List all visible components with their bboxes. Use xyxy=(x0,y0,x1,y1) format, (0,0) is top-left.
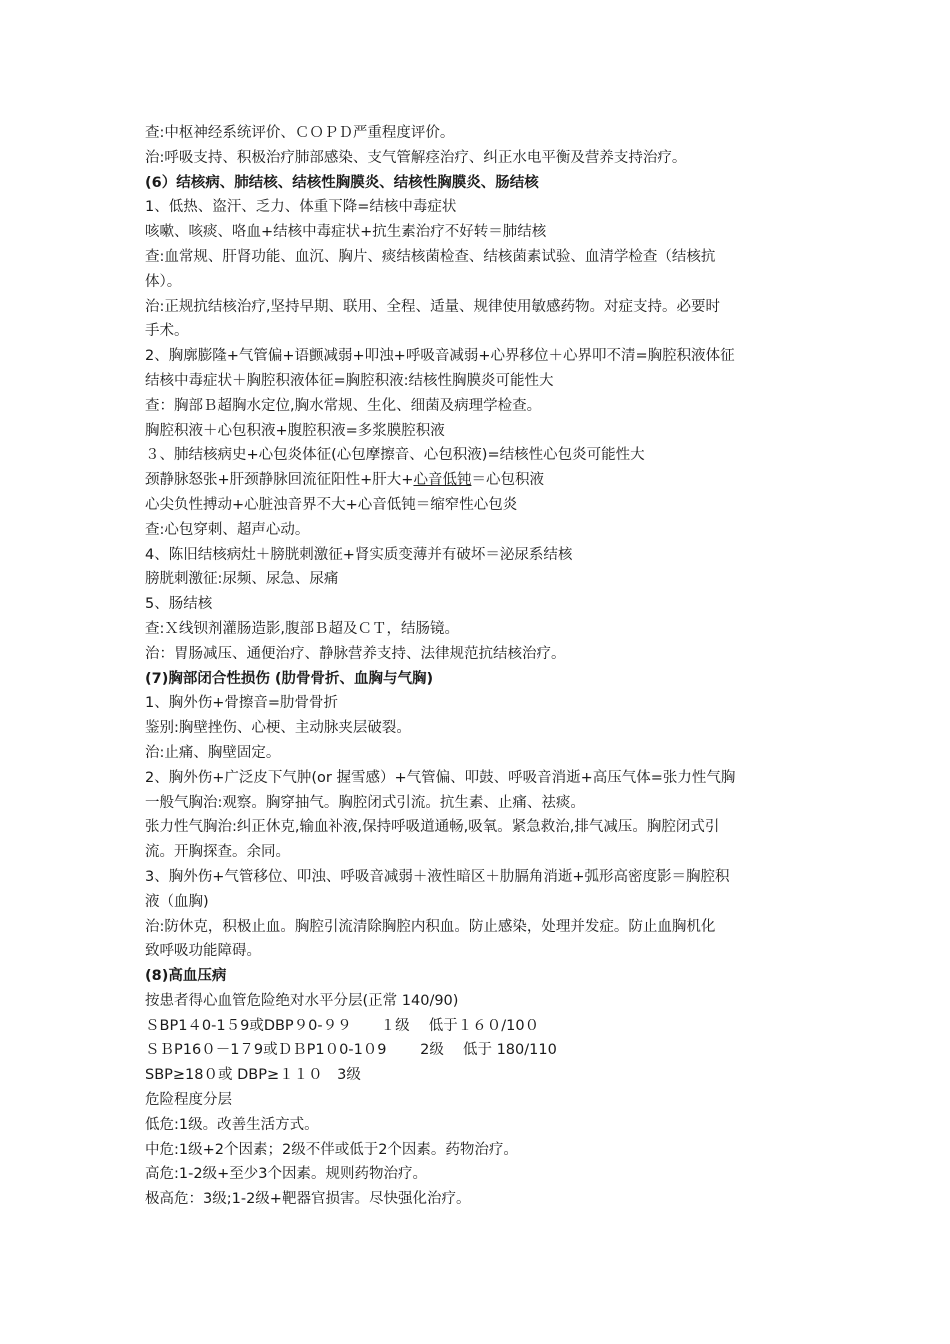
text-line: 体）。 xyxy=(145,273,182,290)
text-line: 一般气胸治:观察。胸穿抽气。胸腔闭式引流。抗生素、止痛、祛痰。 xyxy=(145,794,585,811)
text-line: 心尖负性搏动+心脏浊音界不大+心音低钝＝缩窄性心包炎 xyxy=(145,496,518,513)
text-line: 高危:1-2级+至少3个因素。规则药物治疗。 xyxy=(145,1166,427,1183)
text-segment: 颈静脉怒张+肝颈静脉回流征阳性+肝大+ xyxy=(145,472,414,489)
text-line: 按患者得心血管危险绝对水平分层(正常 140/90) xyxy=(145,992,459,1009)
text-line xyxy=(145,468,815,493)
text-line: 查:心包穿刺、超声心动。 xyxy=(145,521,310,538)
text-line: 治:呼吸支持、积极治疗肺部感染、支气管解痉治疗、纠正水电平衡及营养支持治疗。 xyxy=(145,149,687,166)
text-line: 流。开胸探查。余同。 xyxy=(145,844,290,861)
text-line: 查：胸部Ｂ超胸水定位,胸水常规、生化、细菌及病理学检查。 xyxy=(145,397,542,414)
section-heading: (6）结核病、肺结核、结核性胸膜炎、结核性胸膜炎、肠结核 xyxy=(145,174,539,191)
text-line: 张力性气胸治:纠正休克,输血补液,保持呼吸道通畅,吸氧。紧急救治,排气减压。胸腔闭式引 xyxy=(145,819,720,836)
text-line: 1、低热、盗汗、乏力、体重下降=结核中毒症状 xyxy=(145,199,457,216)
text-line: ＳＢP16０－1７9或ＤＢP1０0-1０9 2级 低于 180/110 xyxy=(145,1042,557,1059)
text-line: 治:正规抗结核治疗,坚持早期、联用、全程、适量、规律使用敏感药物。对症支持。必要时 xyxy=(145,298,720,315)
text-line: 膀胱刺激征:尿频、尿急、尿痛 xyxy=(145,571,339,588)
text-line: 极高危：3级;1-2级+靶器官损害。尽快强化治疗。 xyxy=(145,1191,471,1208)
text-line: 胸腔积液＋心包积液+腹腔积液=多浆膜腔积液 xyxy=(145,422,445,439)
text-line: SBP≥18０或 DBP≥１１０ 3级 xyxy=(145,1067,361,1084)
text-line: ＳBP1４0-1５9或DBP９0-９９ １级 低于１６０/10０ xyxy=(145,1017,540,1034)
text-line: 结核中毒症状＋胸腔积液体征=胸腔积液:结核性胸膜炎可能性大 xyxy=(145,372,554,389)
text-line: 低危:1级。改善生活方式。 xyxy=(145,1116,319,1133)
text-line: 致呼吸功能障碍。 xyxy=(145,943,261,960)
text-line: 4、陈旧结核病灶＋膀胱刺激征+肾实质变薄并有破坏＝泌尿系结核 xyxy=(145,546,573,563)
text-line: 中危:1级+2个因素；2级不伴或低于2个因素。药物治疗。 xyxy=(145,1141,518,1158)
text-line: 咳嗽、咳痰、咯血+结核中毒症状+抗生素治疗不好转＝肺结核 xyxy=(145,224,547,241)
underlined-term: 心音低钝 xyxy=(413,472,472,489)
text-line: 查:中枢神经系统评价、ＣＯＰＤ严重程度评价。 xyxy=(145,125,455,141)
text-line: 危险程度分层 xyxy=(145,1092,232,1109)
text-line: 查:Ｘ线钡剂灌肠造影,腹部Ｂ超及ＣＴ，结肠镜。 xyxy=(145,620,459,637)
text-line: 治:防休克，积极止血。胸腔引流清除胸腔内积血。防止感染，处理并发症。防止血胸机化 xyxy=(145,918,716,935)
text-line: ３、肺结核病史+心包炎体征(心包摩擦音、心包积液)=结核性心包炎可能性大 xyxy=(145,447,645,464)
text-line: 治:止痛、胸壁固定。 xyxy=(145,744,281,761)
text-line: 手术。 xyxy=(145,323,189,340)
text-line: 2、胸外伤+广泛皮下气肿(or 握雪感）+气管偏、叩鼓、呼吸音消逝+高压气体=张力性气胸 xyxy=(145,769,736,786)
text-line: 5、肠结核 xyxy=(145,596,213,613)
section-heading: (8)高血压病 xyxy=(145,968,227,985)
text-line: 鉴别:胸壁挫伤、心梗、主动脉夹层破裂。 xyxy=(145,720,411,737)
document-page xyxy=(145,121,815,1212)
text-line: 2、胸廓膨隆+气管偏+语颤减弱+叩浊+呼吸音减弱+心界移位＋心界叩不清=胸腔积液体征 xyxy=(145,348,735,365)
text-line: 查:血常规、肝肾功能、血沉、胸片、痰结核菌检查、结核菌素试验、血清学检查（结核抗 xyxy=(145,248,716,265)
text-line: 治：胃肠减压、通便治疗、静脉营养支持、法律规范抗结核治疗。 xyxy=(145,645,566,662)
text-line: 液（血胸) xyxy=(145,893,209,910)
text-line: 1、胸外伤+骨擦音=肋骨骨折 xyxy=(145,695,339,712)
text-segment: ＝心包积液 xyxy=(471,472,544,489)
text-line: 3、胸外伤+气管移位、叩浊、呼吸音减弱＋液性暗区＋肋膈角消逝+弧形高密度影＝胸腔积 xyxy=(145,868,730,885)
section-heading: (7)胸部闭合性损伤 (肋骨骨折、血胸与气胸) xyxy=(145,670,434,687)
